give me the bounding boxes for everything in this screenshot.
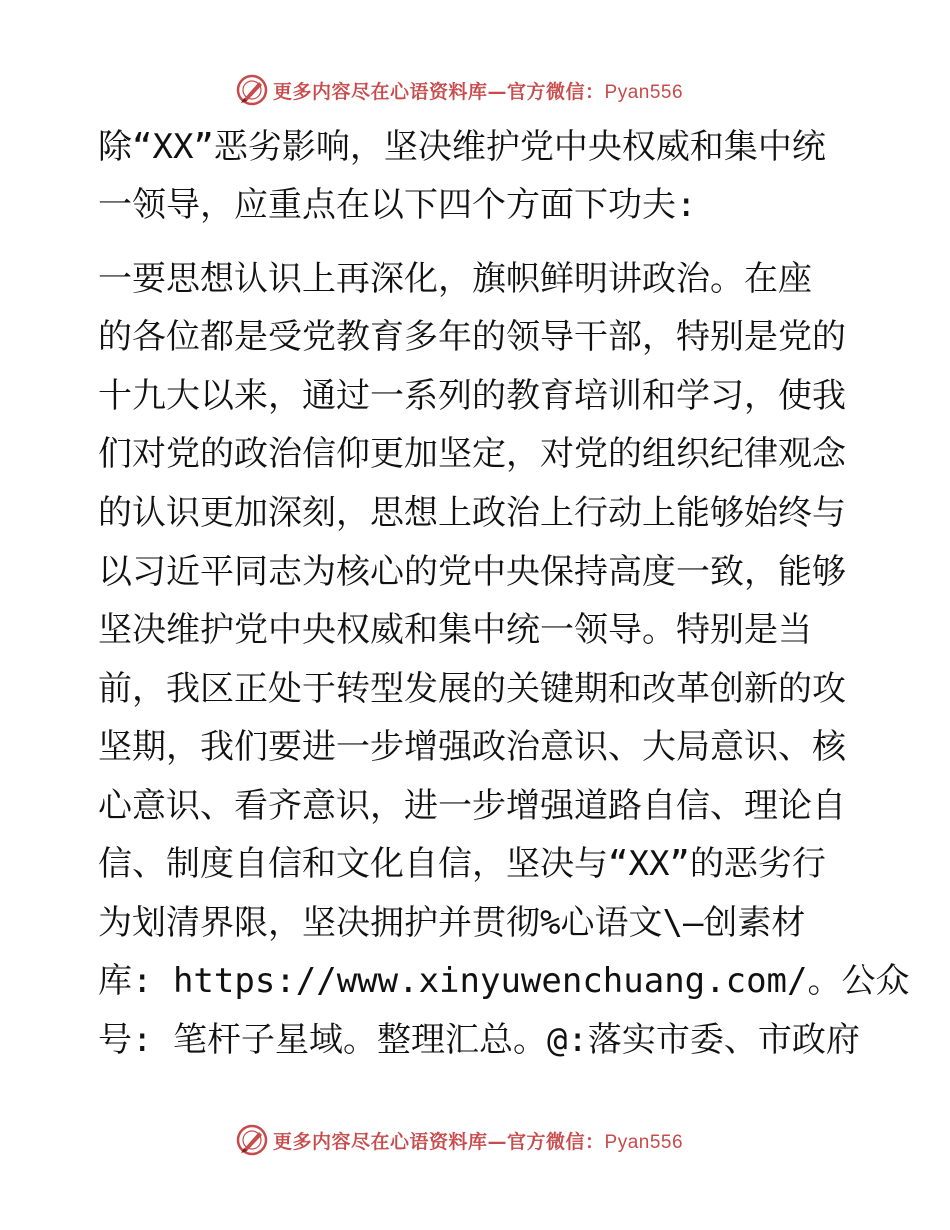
watermark-label: 更多内容尽在心语资料库—官方微信：: [273, 80, 605, 103]
text-line: 十九大以来，通过一系列的教育培训和学习，使我: [98, 376, 846, 416]
text-line: 一要思想认识上再深化，旗帜鲜明讲政治。在座: [98, 259, 812, 299]
watermark-label: 更多内容尽在心语资料库—官方微信：: [273, 1130, 605, 1153]
text-line: 坚决维护党中央权威和集中统一领导。特别是当: [98, 610, 812, 650]
watermark-wechat-id: Pyan556: [604, 1131, 684, 1153]
text-line: 除“XX”恶劣影响，坚决维护党中央权威和集中统: [98, 127, 826, 167]
text-line: 们对党的政治信仰更加坚定，对党的组织纪律观念: [98, 434, 846, 474]
text-line: 以习近平同志为核心的党中央保持高度一致，能够: [98, 552, 846, 592]
text-line: 坚期，我们要进一步增强政治意识、大局意识、核: [98, 727, 846, 767]
footer-watermark: [235, 1120, 735, 1160]
text-line: 库: https://www.xinyuwenchuang.com/。公众: [98, 961, 910, 1001]
header-watermark: [235, 70, 735, 110]
quill-pen-logo-icon: [235, 1123, 269, 1157]
text-line: 前，我区正处于转型发展的关键期和改革创新的攻: [98, 669, 846, 709]
watermark-text: [273, 77, 683, 104]
text-line: 的认识更加深刻，思想上政治上行动上能够始终与: [98, 493, 846, 533]
text-line: 一领导，应重点在以下四个方面下功夫:: [98, 185, 697, 225]
text-line: 心意识、看齐意识，进一步增强道路自信、理论自: [98, 786, 846, 826]
text-line: 的各位都是受党教育多年的领导干部，特别是党的: [98, 317, 846, 357]
text-line: 为划清界限，坚决拥护并贯彻%心语文\—创素材: [98, 903, 806, 943]
text-line: 信、制度自信和文化自信，坚决与“XX”的恶劣行: [98, 844, 826, 884]
text-line: 号: 笔杆子星域。整理汇总。@:落实市委、市政府: [98, 1020, 860, 1060]
quill-pen-logo-icon: [235, 73, 269, 107]
watermark-text: [273, 1127, 683, 1154]
watermark-wechat-id: Pyan556: [604, 81, 684, 103]
